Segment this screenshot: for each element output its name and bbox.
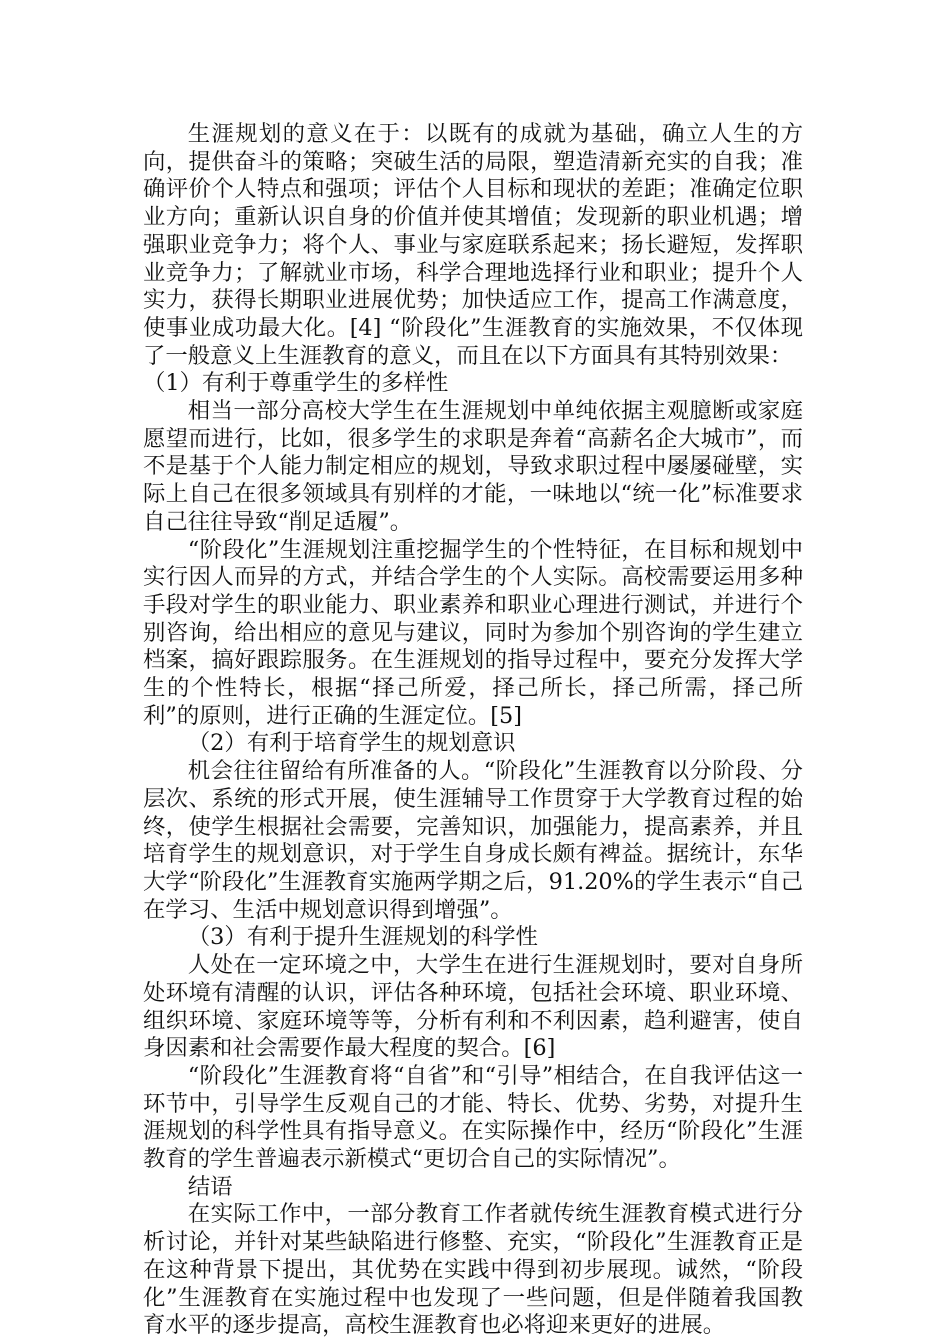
paragraph-conclusion: 在实际工作中，一部分教育工作者就传统生涯教育模式进行分析讨论，并针对某些缺陷进行修整、充实，“阶段化”生涯教育正是在这种背景下提出，其优势在实践中得到初步展现。诚然，“阶段化”生涯教育在实施过程中也发现了一些问题，但是伴随着我国教育水平的逐步提高，高校生涯教育也必将迎来更好的进展。 <box>143 1201 803 1339</box>
document-body <box>143 121 803 1340</box>
paragraph-planning-awareness: 机会往往留给有所准备的人。“阶段化”生涯教育以分阶段、分层次、系统的形式开展，使生涯辅导工作贯穿于大学教育过程的始终，使学生根据社会需要，完善知识，加强能力，提高素养，并且培育学生的规划意识，对于学生自身成长颇有裨益。据统计，东华大学“阶段化”生涯教育实施两学期之后，91.20%的学生表示“自己在学习、生活中规划意识得到增强”。 <box>143 758 803 923</box>
paragraph-diversity-problem: 相当一部分高校大学生在生涯规划中单纯依据主观臆断或家庭愿望而进行，比如，很多学生的求职是奔着“高薪名企大城市”，而不是基于个人能力制定相应的规划，导致求职过程中屡屡碰壁，实际上自己在很多领域具有别样的才能，一味地以“统一化”标准要求自己往往导致“削足适履”。 <box>143 398 803 535</box>
heading-scientific-planning: （3）有利于提升生涯规划的科学性 <box>187 924 538 951</box>
paragraph-self-reflection: “阶段化”生涯教育将“自省”和“引导”相结合，在自我评估这一环节中，引导学生反观自己的才能、特长、优势、劣势，对提升生涯规划的科学性具有指导意义。在实际操作中，经历“阶段化”生涯教育的学生普遍表示新模式“更切合自己的实际情况”。 <box>143 1062 803 1173</box>
heading-conclusion: 结语 <box>187 1173 233 1200</box>
paragraph-environment: 人处在一定环境之中，大学生在进行生涯规划时，要对自身所处环境有清醒的认识，评估各种环境，包括社会环境、职业环境、组织环境、家庭环境等等，分析有利和不利因素，趋利避害，使自身因素和社会需要作最大程度的契合。[6] <box>143 952 803 1062</box>
heading-planning-awareness: （2）有利于培育学生的规划意识 <box>187 730 516 757</box>
heading-diversity: （1）有利于尊重学生的多样性 <box>143 370 449 397</box>
paragraph-significance: 生涯规划的意义在于：以既有的成就为基础，确立人生的方向，提供奋斗的策略；突破生活的局限，塑造清新充实的自我；准确评价个人特点和强项；评估个人目标和现状的差距；准确定位职业方向；重新认识自身的价值并使其增值；发现新的职业机遇；增强职业竞争力；将个人、事业与家庭联系起来；扬长避短，发挥职业竞争力；了解就业市场，科学合理地选择行业和职业；提升个人实力，获得长期职业进展优势；加快适应工作，提高工作满意度，使事业成功最大化。[4] “阶段化”生涯教育的实施效果，不仅体现了一般意义上生涯教育的意义，而且在以下方面具有其特别效果： <box>143 121 803 369</box>
paragraph-diversity-approach: “阶段化”生涯规划注重挖掘学生的个性特征，在目标和规划中实行因人而异的方式，并结合学生的个人实际。高校需要运用多种手段对学生的职业能力、职业素养和职业心理进行测试，并进行个别咨询，给出相应的意见与建议，同时为参加个别咨询的学生建立档案，搞好跟踪服务。在生涯规划的指导过程中，要充分发挥大学生的个性特长，根据“择己所爱，择己所长，择己所需，择己所利”的原则，进行正确的生涯定位。[5] <box>143 536 803 729</box>
